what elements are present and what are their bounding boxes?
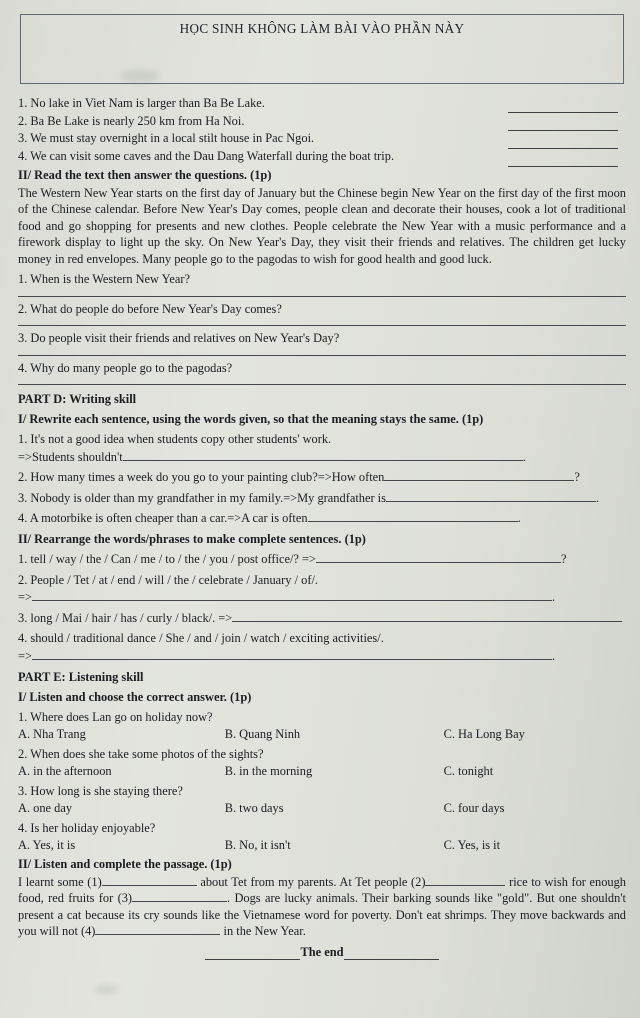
- rearrange-item-tail: .: [551, 648, 556, 663]
- answer-blank[interactable]: [18, 325, 626, 326]
- listening-question: 2. When does she take some photos of the sights?: [18, 747, 264, 761]
- header-box: [20, 14, 624, 84]
- end-rule-left: [205, 949, 300, 960]
- listening-question: 3. How long is she staying there?: [18, 784, 183, 798]
- answer-blank[interactable]: [232, 610, 622, 622]
- option-a[interactable]: A. Yes, it is: [18, 837, 76, 852]
- option-c[interactable]: C. four days: [443, 800, 505, 815]
- answer-blank[interactable]: [18, 296, 626, 297]
- option-b[interactable]: B. in the morning: [224, 763, 313, 778]
- answer-blank[interactable]: [18, 355, 626, 356]
- rewrite-answer-lead: =>Students shouldn't: [18, 449, 123, 464]
- answer-blank[interactable]: [508, 149, 618, 167]
- list-item: 3. We must stay overnight in a local stilt house in Pac Ngoi.: [18, 131, 315, 145]
- reading-question: 3. Do people visit their friends and relatives on New Year's Day?: [18, 331, 340, 345]
- answer-blank-column[interactable]: [508, 95, 618, 167]
- answer-blank[interactable]: [386, 490, 596, 502]
- reading-section-heading: II/ Read the text then answer the questions. (1p): [18, 168, 272, 182]
- answer-blank[interactable]: [308, 510, 518, 522]
- rewrite-item-answer-row[interactable]: [18, 510, 626, 527]
- reading-passage: The Western New Year starts on the first day of January but the Chinese begin New Year on the first day of the first moon of the Chinese calendar. Before New Year's Day comes, people clean and decorate their houses, cook a lot of traditional food and go shopping for presents and new clothes. People celebrate the New Year with a music performance and a firework display to light up the sky. On New Year's Day, they visit their friends and relatives. The children get lucky money in red envelopes. Many people go to the pagodas to wish for good health and good luck.: [18, 185, 626, 266]
- part-e-sub2-heading: II/ Listen and complete the passage. (1p): [18, 857, 232, 871]
- option-c[interactable]: C. Yes, is it: [443, 837, 501, 852]
- answer-blank[interactable]: [316, 551, 561, 563]
- spacer-after-header: [18, 84, 626, 94]
- end-rule-right: [344, 949, 439, 960]
- rearrange-item-tail: ?: [561, 552, 567, 566]
- gap-fill-text-1: I learnt some (1): [18, 874, 102, 889]
- reading-question: 1. When is the Western New Year?: [18, 272, 190, 286]
- reading-question: 4. Why do many people go to the pagodas?: [18, 360, 233, 375]
- gap-fill-text-3: rice to wish for enough food, red fruits for (3): [18, 874, 626, 905]
- option-c[interactable]: C. Ha Long Bay: [443, 726, 525, 741]
- option-row: [18, 837, 626, 854]
- answer-blank[interactable]: [508, 113, 618, 131]
- rewrite-item-answer-row[interactable]: [18, 469, 626, 486]
- rearrange-item-prompt: 4. should / traditional dance / She / and / join / watch / exciting activities/.: [18, 631, 384, 645]
- paper-sheet: [8, 6, 632, 1006]
- rearrange-item-answer-row[interactable]: [18, 648, 626, 665]
- reading-question: 2. What do people do before New Year's Day comes?: [18, 301, 282, 316]
- rewrite-item-prompt: 3. Nobody is older than my grandfather in my family.=>My grandfather is: [18, 490, 386, 505]
- rewrite-answer-tail: ?: [574, 470, 580, 484]
- rearrange-item-answer-row[interactable]: [18, 589, 626, 606]
- option-b[interactable]: B. No, it isn't: [224, 837, 291, 852]
- rewrite-item-answer-row[interactable]: [18, 449, 626, 466]
- option-a[interactable]: A. Nha Trang: [18, 726, 86, 741]
- rearrange-item-prompt: 3. long / Mai / hair / has / curly / black/. =>: [18, 610, 233, 625]
- list-item: 1. No lake in Viet Nam is larger than Ba Be Lake.: [18, 96, 265, 110]
- listening-question: 1. Where does Lan go on holiday now?: [18, 710, 213, 724]
- gap-blank-1[interactable]: [102, 874, 197, 886]
- option-a[interactable]: A. in the afternoon: [18, 763, 112, 778]
- option-row: [18, 763, 626, 780]
- part-d-sub1-heading: I/ Rewrite each sentence, using the words given, so that the meaning stays the same. (1p): [18, 411, 484, 426]
- part-e-sub1-heading: I/ Listen and choose the correct answer. (1p): [18, 689, 252, 704]
- answer-blank[interactable]: [32, 648, 552, 660]
- part-d-heading: PART D: Writing skill: [18, 392, 137, 406]
- answer-blank[interactable]: [32, 589, 552, 601]
- rearrange-item-prompt: 1. tell / way / the / Can / me / to / the / you / post office/? =>: [18, 552, 316, 566]
- part-d-sub2-heading: II/ Rearrange the words/phrases to make complete sentences. (1p): [18, 531, 366, 546]
- answer-blank[interactable]: [384, 469, 574, 481]
- part-e-heading: PART E: Listening skill: [18, 670, 144, 684]
- gap-blank-2[interactable]: [425, 874, 505, 886]
- top-statements-block: [18, 95, 626, 164]
- option-c[interactable]: C. tonight: [443, 763, 494, 778]
- rewrite-item-prompt: 4. A motorbike is often cheaper than a car.=>A car is often: [18, 511, 308, 525]
- answer-blank[interactable]: [18, 384, 626, 385]
- gap-blank-3[interactable]: [132, 890, 227, 902]
- gap-fill-text-4: . Dogs are lucky animals. Their barking sounds like "gold". But one shouldn't present a cat because its cry sounds like the Vietnamese word for poverty. Don't eat shrimps. They move backwards and you will not (4): [18, 891, 627, 938]
- rewrite-item-prompt: 1. It's not a good idea when students copy other students' work.: [18, 432, 332, 446]
- list-item: 4. We can visit some caves and the Dau Dang Waterfall during the boat trip.: [18, 148, 395, 163]
- gap-fill-passage: [18, 874, 626, 940]
- gap-fill-text-2: about Tet from my parents. At Tet people (2): [200, 874, 426, 889]
- answer-blank[interactable]: [508, 95, 618, 113]
- end-marker: [18, 944, 626, 961]
- document-content: [18, 14, 626, 960]
- rewrite-answer-tail: .: [517, 511, 521, 525]
- option-a[interactable]: A. one day: [18, 800, 73, 815]
- rearrange-item-row[interactable]: [18, 610, 626, 627]
- rearrange-item-tail: .: [551, 590, 556, 604]
- answer-blank[interactable]: [123, 449, 523, 461]
- listening-question: 4. Is her holiday enjoyable?: [18, 821, 156, 835]
- rearrange-answer-lead: =>: [18, 648, 32, 663]
- rewrite-item-answer-row[interactable]: [18, 490, 626, 507]
- end-label: The end: [300, 944, 344, 959]
- page-title: HỌC SINH KHÔNG LÀM BÀI VÀO PHẦN NÀY: [179, 21, 465, 36]
- option-row: [18, 800, 626, 817]
- rewrite-answer-tail: .: [595, 490, 600, 505]
- rearrange-item-prompt: 2. People / Tet / at / end / will / the / celebrate / January / of/.: [18, 572, 318, 587]
- rewrite-answer-tail: .: [522, 449, 526, 464]
- rearrange-item-row[interactable]: [18, 551, 626, 568]
- option-b[interactable]: B. Quang Ninh: [224, 726, 301, 741]
- answer-blank[interactable]: [508, 131, 618, 149]
- list-item: 2. Ba Be Lake is nearly 250 km from Ha Noi.: [18, 113, 245, 128]
- rewrite-item-prompt: 2. How many times a week do you go to your painting club?=>How often: [18, 470, 385, 484]
- rearrange-answer-lead: =>: [18, 590, 32, 604]
- option-b[interactable]: B. two days: [224, 800, 284, 815]
- gap-fill-text-5: in the New Year.: [223, 924, 306, 938]
- option-row: [18, 726, 626, 743]
- gap-blank-4[interactable]: [95, 923, 220, 935]
